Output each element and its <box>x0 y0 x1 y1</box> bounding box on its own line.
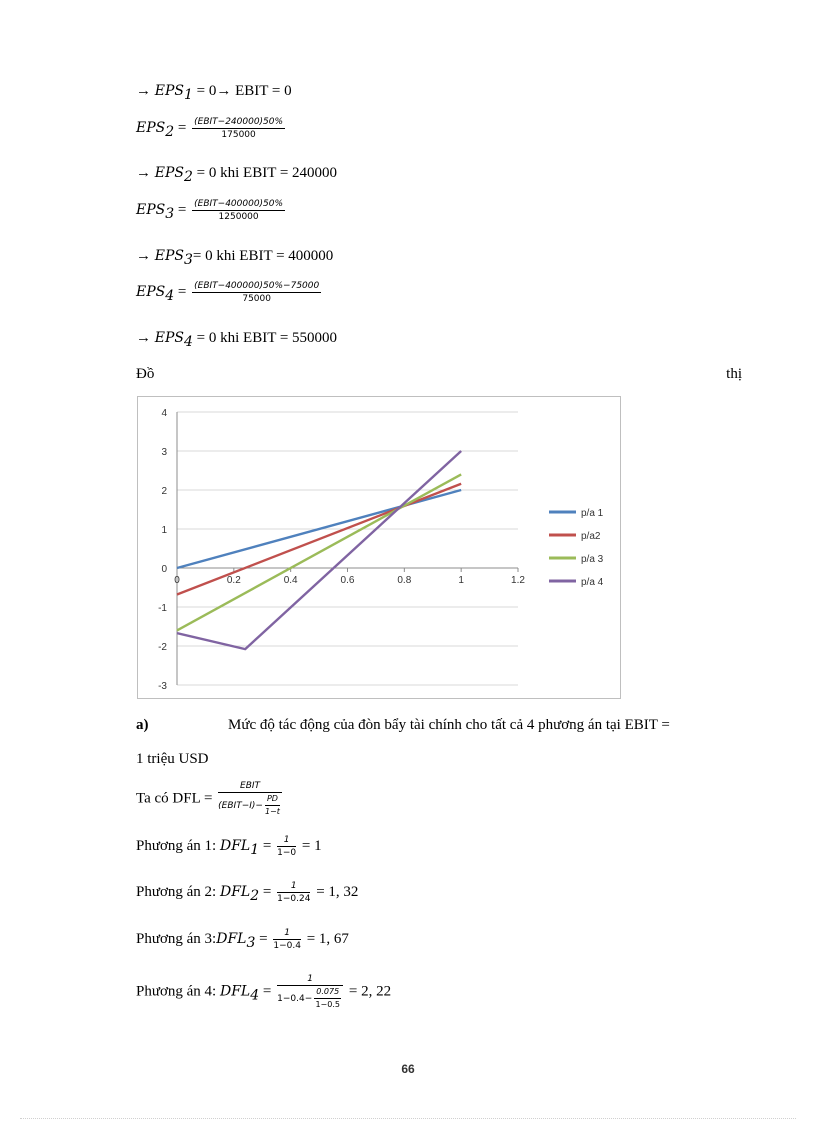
dfl-var: DFL <box>216 930 247 947</box>
eps-sub: 4 <box>183 334 193 350</box>
eps-var: EPS <box>154 248 184 264</box>
eps-sub: 4 <box>165 287 175 304</box>
arrow-symbol: → <box>136 248 151 264</box>
fraction <box>192 198 285 223</box>
eq-line-2 <box>136 116 287 141</box>
dfl-var: DFL <box>219 883 251 900</box>
y-tick-label: 4 <box>161 408 167 419</box>
section-a-label: a) <box>136 717 149 733</box>
fraction-denominator: 1250000 <box>218 212 259 222</box>
eq-sign: = <box>174 201 191 218</box>
y-tick-label: 0 <box>161 564 167 575</box>
legend-label: p/a 4 <box>581 577 604 588</box>
x-tick-label: 0 <box>174 575 180 586</box>
dfl-var: DFL <box>219 983 251 1000</box>
dfl-plan-2: Phương án 2: $DFL_2$ = $\frac{1}{1-0.24}$ = 1, 32 <box>136 881 359 904</box>
fraction-denominator: 75000 <box>242 294 271 304</box>
fraction-numerator: 1 <box>277 973 343 986</box>
eq-sign: = <box>174 283 191 300</box>
fraction-numerator: 0.075 <box>314 986 341 999</box>
den-part: 1−0.4− <box>277 994 313 1004</box>
dfl-result: = 1, 67 <box>302 930 349 947</box>
dfl-var: DFL <box>219 837 251 854</box>
eq-rest: = 0 khi EBIT = 400000 <box>192 248 334 264</box>
fraction <box>277 880 310 905</box>
x-tick-label: 1.2 <box>511 575 525 586</box>
chart-heading-right: thị <box>726 366 742 382</box>
eps-sub: 2 <box>183 169 193 185</box>
y-tick-label: -1 <box>158 603 167 614</box>
eps-sub: 3 <box>183 252 193 268</box>
eps-var: EPS <box>136 283 166 300</box>
eq-line-6 <box>136 280 323 305</box>
arrow-symbol: → <box>136 165 151 181</box>
eq-line-1 <box>136 82 292 104</box>
dfl-plan-3: Phương án $3:DFL_3$ = $\frac{1}{1-0.4}$ = 1, 67 <box>136 928 349 951</box>
dfl-intro: Ta có DFL = <box>136 790 217 807</box>
dfl-plan-4: Phương án 4: $DFL_4$ = 1 1−0.4− $\frac{0.075}{1-0.5}$ = 2, 22 <box>136 974 392 1009</box>
fraction-denominator: 1−t <box>264 807 280 816</box>
dfl-result: = 1, 32 <box>312 883 359 900</box>
eq-rest: = 0→ EBIT = 0 <box>192 83 292 99</box>
dfl-fraction <box>218 780 282 818</box>
section-a-text1: Mức độ tác động của đòn bẩy tài chính cho tất cả 4 phương án tại EBIT = <box>228 717 670 733</box>
dfl-sub: 3 <box>246 934 256 951</box>
chart-legend <box>549 508 604 588</box>
fraction-denominator <box>277 986 343 1011</box>
chart-heading-left: Đồ <box>136 366 155 382</box>
footer-divider <box>20 1118 796 1119</box>
fraction <box>192 280 321 305</box>
eps-var: EPS <box>154 330 184 346</box>
y-tick-label: -3 <box>158 681 167 692</box>
eq-rest: = 0 khi EBIT = 240000 <box>192 165 338 181</box>
eq-line-4 <box>136 198 287 223</box>
arrow-symbol: → <box>136 330 151 346</box>
eq-rest: = 0 khi EBIT = 550000 <box>192 330 338 346</box>
inner-fraction <box>314 986 341 1011</box>
chart-series <box>177 451 461 649</box>
fraction-numerator: PD <box>265 793 280 806</box>
x-tick-label: 1 <box>458 575 464 586</box>
dfl-plan-1: Phương án 1: $DFL_1$ = $\frac{1}{1-0}$ = 1 <box>136 835 322 858</box>
legend-label: p/a 1 <box>581 508 604 519</box>
den-part: (EBIT−I)− <box>218 801 263 811</box>
dfl-result: = 1 <box>298 837 322 854</box>
eq-line-7 <box>136 329 337 351</box>
fraction-denominator: 1−0.4 <box>273 941 301 951</box>
fraction-numerator: (EBIT−400000)50%−75000 <box>194 281 320 291</box>
plan-label: Phương án 3: <box>136 930 217 947</box>
dfl-result: = 2, 22 <box>345 983 392 1000</box>
y-tick-label: 3 <box>161 447 167 458</box>
fraction-numerator: EBIT <box>218 780 282 793</box>
page-number: 66 <box>401 1062 415 1076</box>
eq-line-5 <box>136 247 333 269</box>
x-tick-label: 0.4 <box>283 575 298 586</box>
arrow-symbol: → <box>136 83 151 99</box>
fraction <box>277 973 343 1011</box>
plan-label: Phương án 2: <box>136 883 220 900</box>
fraction-denominator: 175000 <box>221 130 256 140</box>
fraction-denominator: 1−0.24 <box>277 894 311 904</box>
dfl-definition <box>136 780 284 818</box>
eps-var: EPS <box>154 83 184 99</box>
dfl-sub: 4 <box>250 987 260 1004</box>
eps-sub: 2 <box>165 123 175 140</box>
fraction-denominator: 1−0.5 <box>315 1000 340 1009</box>
plan-label: Phương án 1: <box>136 837 220 854</box>
y-tick-label: 2 <box>161 486 167 497</box>
dfl-sub: 1 <box>250 841 260 858</box>
series-line <box>177 484 461 595</box>
fraction-numerator: (EBIT−400000)50% <box>194 199 284 209</box>
eps-var: EPS <box>136 201 166 218</box>
fraction-numerator: 1 <box>277 880 310 893</box>
fraction-numerator: 1 <box>277 834 296 847</box>
eps-var: EPS <box>154 165 184 181</box>
fraction-denominator: 1−0 <box>277 848 297 858</box>
eps-chart <box>137 396 621 699</box>
x-tick-label: 0.8 <box>397 575 412 586</box>
fraction <box>273 927 301 952</box>
fraction-numerator: (EBIT−240000)50% <box>194 117 284 127</box>
y-tick-label: -2 <box>158 642 167 653</box>
series-line <box>177 451 461 649</box>
section-a-text2: 1 triệu USD <box>136 751 209 767</box>
eq-sign: = <box>174 119 191 136</box>
inner-fraction <box>265 793 280 818</box>
eps-var: EPS <box>136 119 166 136</box>
eps-sub: 3 <box>165 205 175 222</box>
fraction <box>192 116 285 141</box>
eps-sub: 1 <box>183 87 193 103</box>
dfl-sub: 2 <box>250 887 260 904</box>
x-tick-label: 0.6 <box>340 575 355 586</box>
fraction <box>277 834 296 859</box>
fraction-numerator: 1 <box>273 927 301 940</box>
x-tick-label: 0.2 <box>226 575 241 586</box>
fraction-denominator <box>218 793 282 818</box>
eq-line-3 <box>136 164 337 186</box>
legend-label: p/a 3 <box>581 554 604 565</box>
legend-label: p/a2 <box>581 531 601 542</box>
plan-label: Phương án 4: <box>136 983 220 1000</box>
chart-svg <box>138 397 620 698</box>
y-tick-label: 1 <box>161 525 167 536</box>
